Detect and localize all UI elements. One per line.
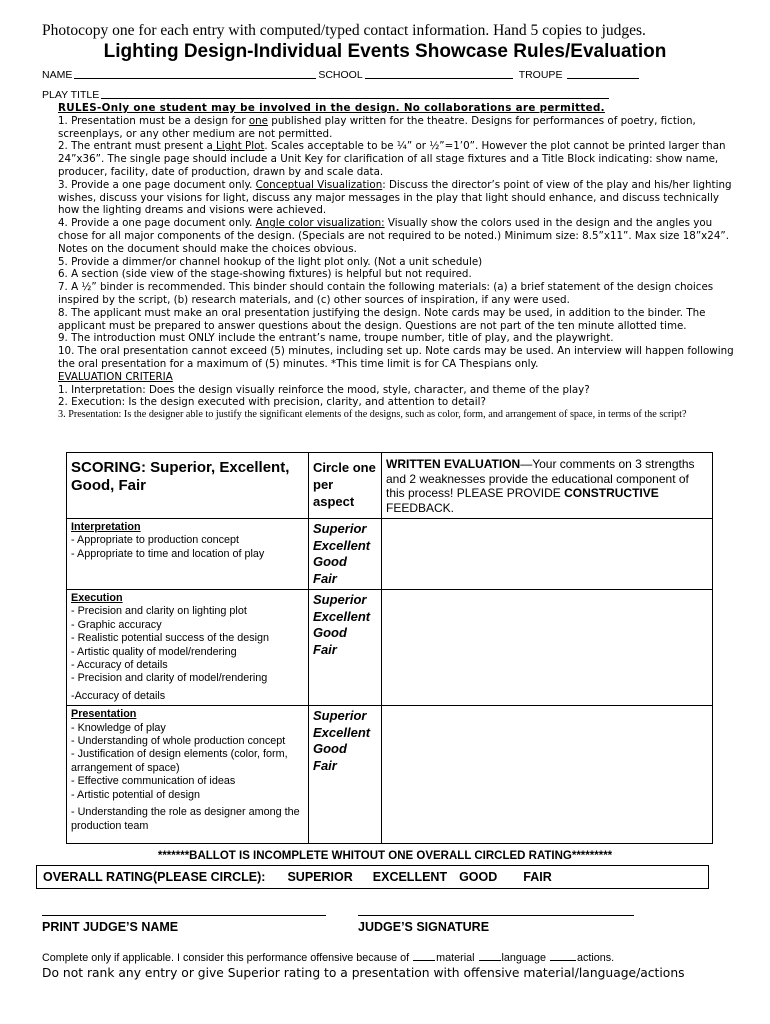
rule-5: 5. Provide a dimmer/or channel hookup of the light plot only. (Not a unit schedule): [58, 255, 483, 268]
overall-rating-label: OVERALL RATING(PLEASE CIRCLE):: [43, 870, 266, 884]
execution-comments[interactable]: [382, 590, 713, 706]
school-label: SCHOOL: [318, 69, 363, 81]
overall-superior[interactable]: SUPERIOR: [287, 870, 353, 884]
criteria-item: - Appropriate to production concept: [71, 534, 240, 547]
circle-header: Circle one per aspect: [309, 453, 382, 519]
evaluation-criteria-heading: EVALUATION CRITERIA: [58, 370, 173, 383]
language-blank[interactable]: [479, 951, 501, 961]
actions-blank[interactable]: [550, 951, 576, 961]
rating-superior[interactable]: Superior: [313, 708, 367, 724]
rating-good[interactable]: Good: [313, 554, 347, 569]
scoring-table: [66, 452, 713, 844]
scoring-header: SCORING: Superior, Excellent, Good, Fair: [67, 453, 309, 519]
overall-rating-box: [36, 865, 709, 889]
criterion-2: 2. Execution: Is the design executed with precision, clarity, and attention to detail?: [58, 396, 486, 409]
interpretation-comments[interactable]: [382, 519, 713, 590]
rule-3: 3. Provide a one page document only. Conceptual Visualization: Discuss the director’s point of view of the play and his/her lighting wishes, discuss your visions for light, discuss any major messages in the play that light should enhance, and discuss technically how the lighting dreams and visions were achieved.: [58, 178, 732, 217]
interpretation-heading: Interpretation: [71, 521, 141, 533]
presentation-heading: Presentation: [71, 708, 137, 721]
rule-4: 4. Provide a one page document only. Angle color visualization: Visually show the colors used in the design and the angles you chose for all major components of the design. (Specials are not required to be noted.) Minimum size: 8.5”x11”. Max size 18”x24”. Notes on the document should make the choices obvious.: [58, 217, 729, 255]
rule-10: 10. The oral presentation cannot exceed (5) minutes, including set up. Note cards may be used. An interview will happen following the oral presentation for a maximum of (5) minutes. *This time limit is for CA Thespians only.: [58, 345, 734, 370]
execution-heading: Execution: [71, 592, 123, 604]
criteria-item: - Artistic quality of model/rendering: [71, 645, 237, 658]
rating-excellent[interactable]: Excellent: [313, 724, 371, 740]
name-school-troupe-row: [42, 67, 641, 81]
interpretation-criteria: [67, 519, 309, 590]
criteria-item: - Graphic accuracy: [71, 618, 162, 631]
troupe-label: TROUPE: [518, 69, 563, 81]
criteria-item: - Appropriate to time and location of play: [71, 547, 265, 560]
rating-good[interactable]: Good: [313, 741, 347, 757]
interpretation-row: [67, 519, 713, 590]
rating-good[interactable]: Good: [313, 625, 347, 640]
execution-row: [67, 590, 713, 706]
criteria-item: - Precision and clarity of model/rendering: [71, 672, 268, 685]
rule-2: 2. The entrant must present a Light Plot. Scales acceptable to be ¼” or ½”=1’0”. However the plot cannot be printed larger than 24”x36”. The single page should include a Unit Key for clarification of all stage fixtures and a Title Block indicating: show name, producer, facility, date of production, drawn by and scale data.: [58, 140, 726, 178]
rule-6: 6. A section (side view of the stage-showing fixtures) is helpful but not required.: [58, 268, 472, 281]
rating-fair[interactable]: Fair: [313, 570, 337, 586]
criteria-item: - Understanding of whole production concept: [71, 735, 286, 748]
criteria-item: -Accuracy of details: [71, 689, 166, 702]
criteria-item: - Effective communication of ideas: [71, 775, 236, 788]
presentation-row: [67, 706, 713, 844]
rule-1: 1. Presentation must be a design for one published play written for the theatre. Designs for performances of poetry, fiction, screenplays, or any other medium are not permitted.: [58, 114, 696, 140]
criterion-3: 3. Presentation: Is the designer able to justify the significant elements of the designs, such as color, form, and arrangement of space, in terms of the script?: [58, 409, 687, 421]
criteria-item: - Knowledge of play: [71, 721, 166, 734]
overall-fair[interactable]: FAIR: [523, 870, 552, 884]
play-title-label: PLAY TITLE: [42, 89, 100, 101]
page-title: Lighting Design-Individual Events Showcase Rules/Evaluation: [103, 41, 667, 62]
judge-signature-line[interactable]: [358, 915, 634, 916]
rating-superior[interactable]: Superior: [313, 592, 367, 607]
rating-excellent[interactable]: Excellent: [313, 537, 371, 553]
rule-7: 7. A ½” binder is recommended. This binder should contain the following materials: (a) a brief statement of the design choices inspired by the script, (b) research materials, and (c) other sources of inspiration, if any were used.: [58, 281, 714, 306]
criteria-item: - Understanding the role as designer among the production team: [71, 806, 300, 832]
offensive-note: Complete only if applicable. I consider this performance offensive because of material language actions.: [42, 952, 615, 964]
rating-excellent[interactable]: Excellent: [313, 608, 371, 624]
name-label: NAME: [42, 69, 73, 81]
criteria-item: - Precision and clarity on lighting plot: [71, 605, 247, 618]
ballot-warning: *******BALLOT IS INCOMPLETE WHITOUT ONE OVERALL CIRCLED RATING*********: [157, 850, 613, 862]
rule-9: 9. The introduction must ONLY include the entrant’s name, troupe number, title of play, and the playwright.: [58, 332, 614, 345]
troupe-field[interactable]: [567, 67, 639, 79]
interpretation-ratings: [309, 519, 382, 590]
offensive-final-note: Do not rank any entry or give Superior rating to a presentation with offensive material/language/actions: [42, 966, 685, 980]
play-title-field[interactable]: [101, 87, 609, 99]
overall-excellent[interactable]: EXCELLENT: [372, 870, 448, 884]
judge-signature-label: JUDGE’S SIGNATURE: [358, 920, 490, 934]
execution-ratings: [309, 590, 382, 706]
criteria-item: - Accuracy of details: [71, 659, 168, 672]
rule-8: 8. The applicant must make an oral presentation justifying the design. Note cards may be used, in addition to the binder. The applicant must be prepared to answer questions about the design. Questions are not part of the ten minute allotted time.: [58, 306, 706, 332]
presentation-ratings: [309, 706, 382, 844]
judge-name-line[interactable]: [42, 915, 326, 916]
top-note: Photocopy one for each entry with computed/typed contact information. Hand 5 copies to judges.: [42, 22, 646, 39]
play-title-row: [42, 87, 611, 101]
criterion-1: 1. Interpretation: Does the design visually reinforce the mood, style, character, and theme of the play?: [58, 383, 590, 396]
scoring-header-row: [67, 453, 713, 519]
rules-section: [58, 102, 738, 422]
criteria-item: - Justification of design elements (color, form, arrangement of space): [71, 748, 288, 774]
criteria-item: - Realistic potential success of the design: [71, 632, 270, 645]
school-field[interactable]: [365, 67, 513, 79]
presentation-criteria: [67, 706, 309, 844]
presentation-comments[interactable]: [382, 706, 713, 844]
name-field[interactable]: [74, 67, 316, 79]
rating-fair[interactable]: Fair: [313, 757, 337, 773]
judge-name-label: PRINT JUDGE’S NAME: [42, 920, 179, 934]
execution-criteria: [67, 590, 309, 706]
rules-heading: RULES-Only one student may be involved in the design. No collaborations are permitted.: [58, 102, 605, 114]
material-blank[interactable]: [413, 951, 435, 961]
written-evaluation-header: WRITTEN EVALUATION—Your comments on 3 strengths and 2 weaknesses provide the educational component of this process! PLEASE PROVIDE CONSTRUCTIVE FEEDBACK.: [382, 453, 713, 519]
rating-superior[interactable]: Superior: [313, 521, 367, 536]
criteria-item: - Artistic potential of design: [71, 788, 201, 801]
overall-good[interactable]: GOOD: [459, 870, 498, 884]
rating-fair[interactable]: Fair: [313, 641, 337, 657]
